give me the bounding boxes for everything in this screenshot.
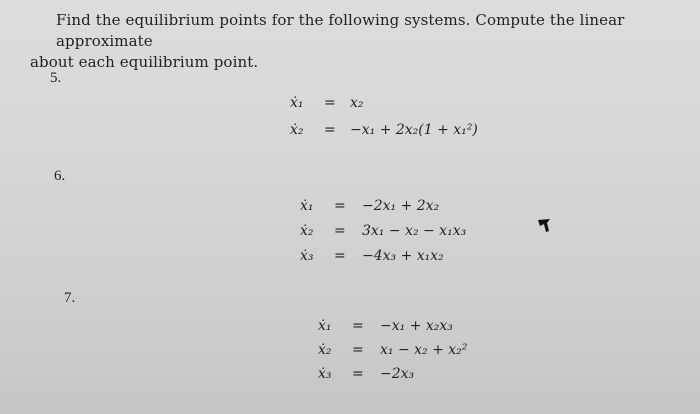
equation-lhs: ẋ₃: [300, 248, 314, 264]
equation-rhs: −4x₃ + x₁x₂: [362, 248, 444, 264]
equals-sign: =: [334, 198, 346, 214]
equation-lhs: ẋ₂: [300, 223, 314, 239]
equals-sign: =: [334, 248, 346, 264]
equation-lhs: ẋ₁: [290, 95, 304, 111]
equation-rhs: −x₁ + 2x₂(1 + x₁²): [350, 122, 478, 138]
equation-rhs: 3x₁ − x₂ − x₁x₃: [362, 223, 467, 239]
equals-sign: =: [324, 95, 336, 111]
problem-5-number: 5.: [50, 70, 62, 86]
equation-rhs: x₁ − x₂ + x₂²: [380, 342, 468, 358]
equals-sign: =: [334, 223, 346, 239]
equals-sign: =: [324, 122, 336, 138]
problem-7-number: 7.: [64, 290, 76, 306]
instructions: [30, 10, 690, 73]
instructions-line-2: about each equilibrium point.: [30, 53, 259, 71]
equation-rhs: −2x₁ + 2x₂: [362, 198, 440, 214]
instructions-line-1: Find the equilibrium points for the following systems. Compute the linear approximate: [56, 11, 625, 50]
equation-lhs: ẋ₁: [318, 318, 332, 334]
equation-rhs: −2x₃: [380, 366, 415, 382]
problem-6-number: 6.: [54, 168, 66, 184]
equation-rhs: x₂: [350, 95, 364, 111]
equation-lhs: ẋ₂: [290, 122, 304, 138]
equals-sign: =: [352, 342, 364, 358]
equation-rhs: −x₁ + x₂x₃: [380, 318, 453, 334]
equation-lhs: ẋ₁: [300, 198, 314, 214]
equation-lhs: ẋ₂: [318, 342, 332, 358]
equation-lhs: ẋ₃: [318, 366, 332, 382]
equals-sign: =: [352, 318, 364, 334]
mouse-pointer-icon: [536, 216, 552, 234]
equals-sign: =: [352, 366, 364, 382]
